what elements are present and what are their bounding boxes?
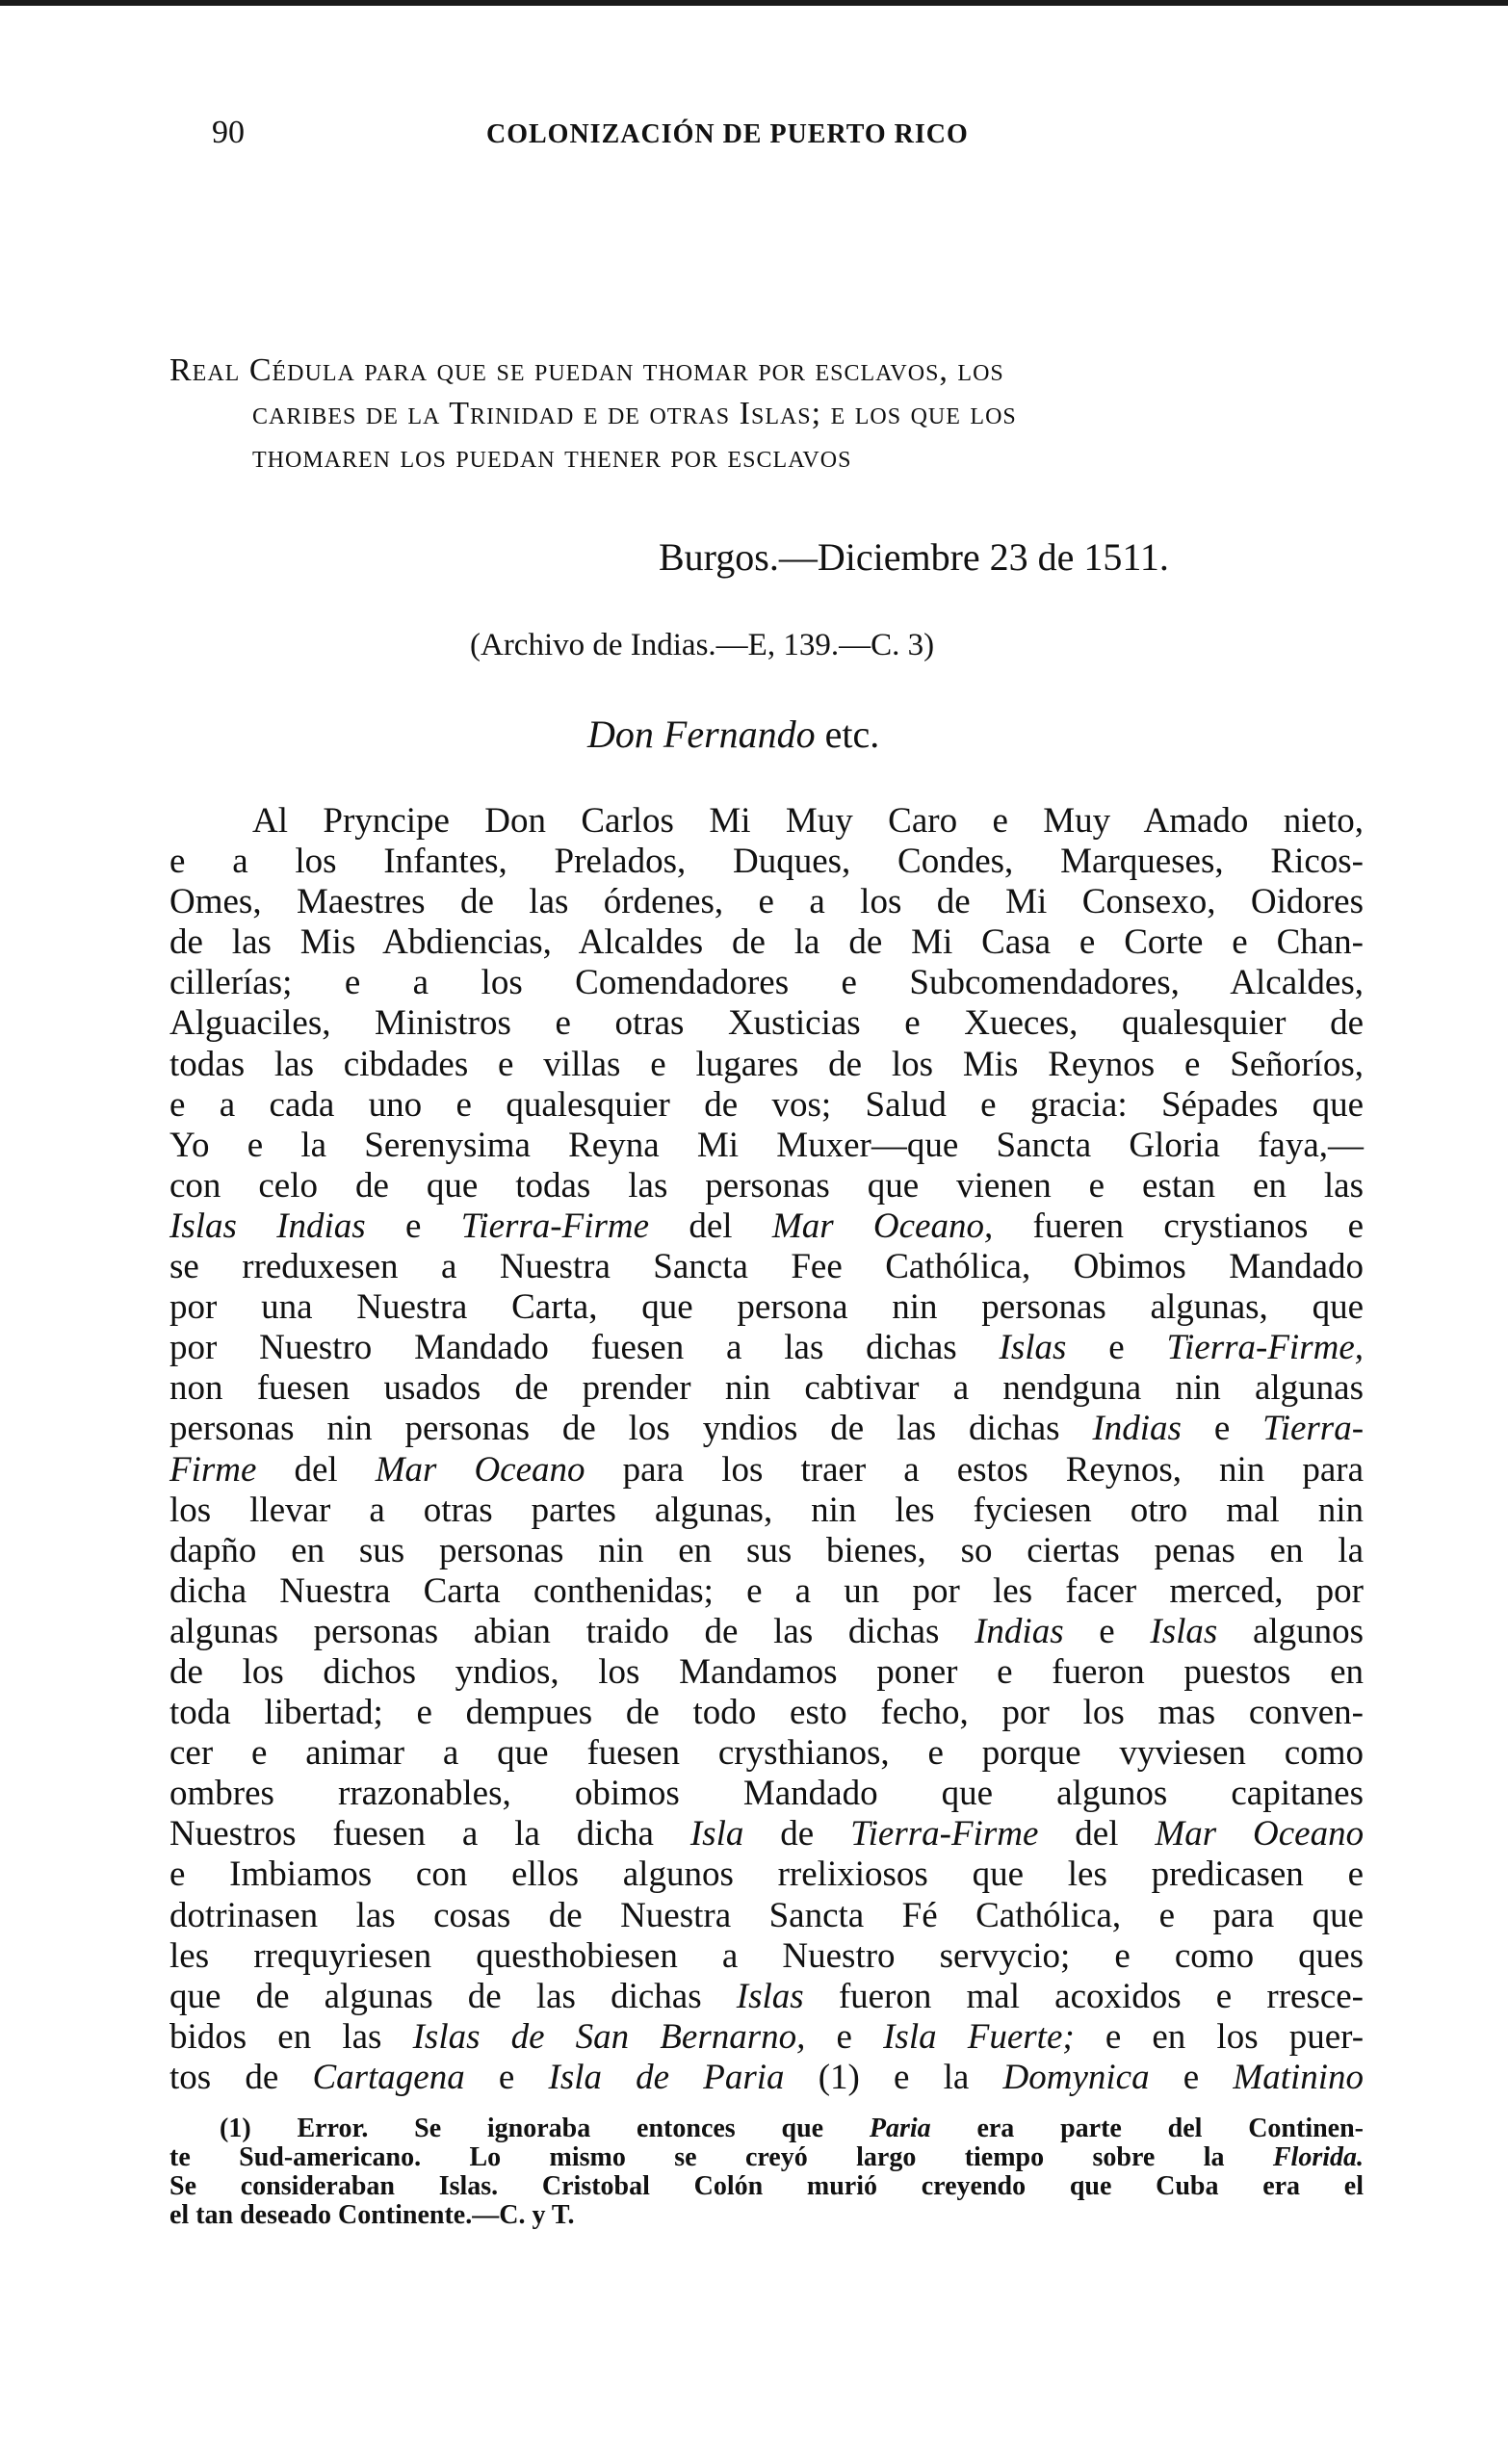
place-name: Firme <box>169 1449 257 1490</box>
salutation-etc: etc. <box>824 713 880 756</box>
place-name: Indias <box>975 1611 1064 1651</box>
word: tos de <box>169 2057 279 2097</box>
place-name: Domynica <box>1002 2057 1150 2097</box>
body-line: toda libertad; e dempues de todo esto fecho, por los mas conven- <box>169 1693 1364 1733</box>
word: e <box>498 2057 515 2097</box>
word: te Sud-americano. Lo mismo se creyó largo tiempo sobre la <box>169 2142 1225 2172</box>
salutation-name: Don Fernando <box>587 713 816 756</box>
word: e <box>1183 2057 1200 2097</box>
place-name: Cartagena <box>312 2057 465 2097</box>
place-name: Mar Oceano <box>375 1449 585 1490</box>
title-line: thomaren los puedan thener por esclavos <box>252 439 852 475</box>
title-line: Real Cédula para que se puedan thomar por esclavos, los <box>169 352 1004 388</box>
place-name: Tierra-Firme <box>850 1814 1039 1854</box>
body-line <box>169 1814 1364 1854</box>
word: que de algunas de las dichas <box>169 1976 702 2016</box>
body-line: se rreduxesen a Nuestra Sancta Fee Cathólica, Obimos Mandado <box>169 1247 1364 1287</box>
body-line: e Imbiamos con ellos algunos rrelixiosos que les predicasen e <box>169 1854 1364 1895</box>
place-name: Indias <box>1092 1409 1182 1449</box>
body-line: e a los Infantes, Prelados, Duques, Condes, Marqueses, Ricos- <box>169 842 1364 882</box>
place-name: Tierra-Firme <box>460 1206 650 1246</box>
body-line: Yo e la Serenysima Reyna Mi Muxer—que Sancta Gloria faya,— <box>169 1125 1364 1165</box>
body-line: los llevar a otras partes algunas, nin les fyciesen otro mal nin <box>169 1490 1364 1530</box>
word: e <box>1213 1409 1231 1449</box>
top-edge-rule <box>0 0 1508 6</box>
place-name: Florida. <box>1272 2142 1365 2172</box>
body-line: Alguaciles, Ministros e otras Xusticias e Xueces, qualesquier de <box>169 1003 1364 1044</box>
word: algunos <box>1252 1611 1365 1651</box>
place-name: Islas <box>999 1328 1067 1368</box>
place-name: Islas de San Bernarno, <box>412 2016 806 2057</box>
body-line <box>169 1206 1364 1247</box>
body-line: e a cada uno e qualesquier de vos; Salud e gracia: Sépades que <box>169 1084 1364 1125</box>
place-name: Paria <box>869 2114 931 2143</box>
word: era parte del Continen- <box>976 2114 1365 2143</box>
word: e <box>405 1206 422 1246</box>
place-name: Isla Fuerte; <box>883 2016 1075 2057</box>
place-name: Matinino <box>1233 2057 1365 2097</box>
word: para los traer a estos Reynos, nin para <box>622 1449 1365 1490</box>
word: del <box>294 1449 338 1490</box>
body-line: dapño en sus personas nin en sus bienes, so ciertas penas en la <box>169 1530 1364 1570</box>
word: fueron mal acoxidos e rresce- <box>838 1976 1364 2016</box>
title-line: caribes de la Trinidad e de otras Islas; e los que los <box>252 396 1017 431</box>
body-line: de los dichos yndios, los Mandamos poner e fueron puestos en <box>169 1651 1364 1692</box>
body-line <box>169 1450 1364 1491</box>
word: bidos en las <box>169 2016 382 2057</box>
footnote-line <box>169 2114 1364 2143</box>
word: e <box>1108 1328 1125 1368</box>
body-line: non fuesen usados de prender nin cabtivar a nendguna nin algunas <box>169 1368 1364 1409</box>
word: personas nin personas de los yndios de las dichas <box>169 1409 1060 1449</box>
footnote <box>169 2114 1364 2230</box>
place-name: Mar Oceano, <box>771 1206 994 1246</box>
word: e <box>836 2016 852 2057</box>
place-name: Islas Indias <box>169 1206 366 1246</box>
word: por Nuestro Mandado fuesen a las dichas <box>169 1328 957 1368</box>
word: e <box>1099 1611 1115 1651</box>
body-line <box>169 1612 1364 1652</box>
body-line: de las Mis Abdiencias, Alcaldes de la de Mi Casa e Corte e Chan- <box>169 922 1364 963</box>
salutation <box>587 713 879 757</box>
place-name: Mar Oceano <box>1155 1814 1365 1854</box>
body-line: dicha Nuestra Carta conthenidas; e a un por les facer merced, por <box>169 1570 1364 1611</box>
body-line: por una Nuestra Carta, que persona nin personas algunas, que <box>169 1287 1364 1328</box>
word: fueren crystianos e <box>1032 1206 1365 1246</box>
word: (1) Error. Se ignoraba entonces que <box>220 2114 824 2143</box>
body-line <box>169 1328 1364 1368</box>
body-line: cer e animar a que fuesen crysthianos, e porque vyviesen como <box>169 1733 1364 1774</box>
body-line: con celo de que todas las personas que vienen e estan en las <box>169 1165 1364 1206</box>
running-head: COLONIZACIÓN DE PUERTO RICO <box>486 119 969 149</box>
body-line: Omes, Maestres de las órdenes, e a los de Mi Consexo, Oidores <box>169 882 1364 922</box>
place-name: Tierra-Firme, <box>1166 1328 1364 1368</box>
body-line <box>169 2017 1364 2058</box>
footnote-marker: (1) e la <box>818 2057 970 2097</box>
body-line: ombres rrazonables, obimos Mandado que algunos capitanes <box>169 1774 1364 1814</box>
word: Nuestros fuesen a la dicha <box>169 1814 654 1854</box>
body-line <box>169 2058 1364 2098</box>
archive-reference: (Archivo de Indias.—E, 139.—C. 3) <box>470 628 935 662</box>
body-line: dotrinasen las cosas de Nuestra Sancta Fé Cathólica, e para que <box>169 1895 1364 1935</box>
word: e en los puer- <box>1105 2016 1365 2057</box>
word: de <box>780 1814 815 1854</box>
body-line: cillerías; e a los Comendadores e Subcomendadores, Alcaldes, <box>169 963 1364 1003</box>
footnote-line <box>169 2143 1364 2172</box>
place-name: Tierra- <box>1262 1409 1365 1449</box>
body-line <box>169 1977 1364 2017</box>
place-name: Isla <box>689 1814 744 1854</box>
place-name: Islas <box>736 1976 804 2016</box>
dateline: Burgos.—Diciembre 23 de 1511. <box>659 535 1169 579</box>
word: algunas personas abian traido de las dichas <box>169 1611 940 1651</box>
word: del <box>689 1206 733 1246</box>
word: del <box>1075 1814 1119 1854</box>
body-text <box>169 801 1364 2098</box>
place-name: Isla de Paria <box>548 2057 785 2097</box>
footnote-line: Se consideraban Islas. Cristobal Colón murió creyendo que Cuba era el <box>169 2171 1364 2201</box>
body-line: Al Pryncipe Don Carlos Mi Muy Caro e Muy Amado nieto, <box>252 801 1364 841</box>
page-number: 90 <box>212 115 245 150</box>
body-line: les rrequyriesen questhobiesen a Nuestro servycio; e como ques <box>169 1935 1364 1976</box>
document-title <box>169 349 1364 479</box>
footnote-line: el tan deseado Continente.—C. y T. <box>169 2200 575 2230</box>
body-line: todas las cibdades e villas e lugares de los Mis Reynos e Señoríos, <box>169 1044 1364 1084</box>
body-line <box>169 1409 1364 1449</box>
place-name: Islas <box>1150 1611 1218 1651</box>
